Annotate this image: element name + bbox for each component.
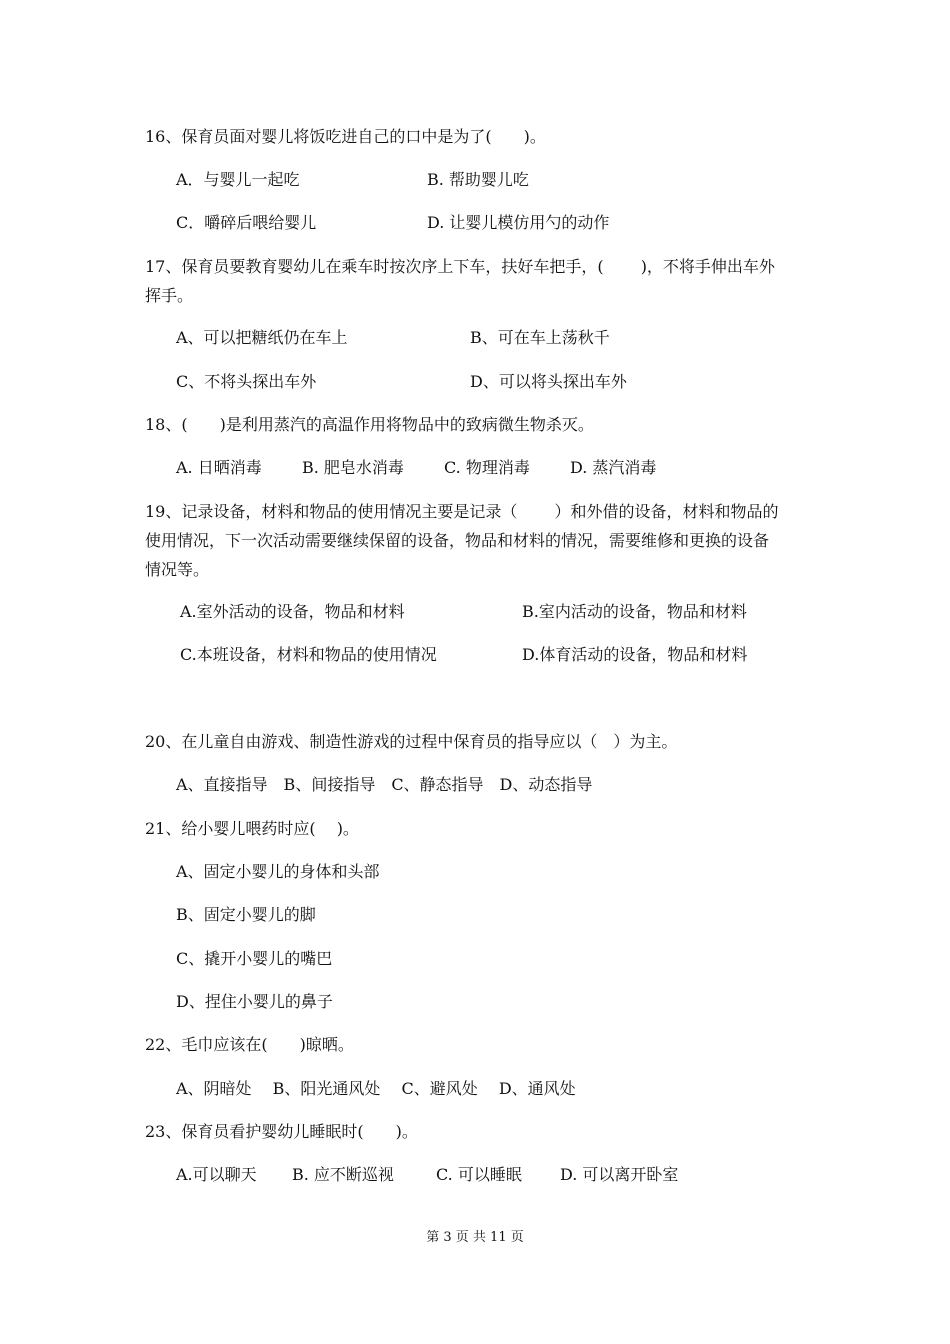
question-21-option-b: B、固定小婴儿的脚 <box>176 905 316 924</box>
question-22-stem: 22、毛巾应该在( )晾晒。 <box>145 1035 354 1054</box>
question-17-option-c: C、不将头探出车外 <box>176 372 317 391</box>
question-18-option-b: B. 肥皂水消毒 <box>302 458 404 477</box>
question-16-option-a: A．与婴儿一起吃 <box>176 170 300 189</box>
question-17-option-a: A、可以把糖纸仍在车上 <box>176 328 348 347</box>
question-19-option-a: A.室外活动的设备，物品和材料 <box>180 602 405 621</box>
question-19-option-c: C.本班设备，材料和物品的使用情况 <box>180 645 437 664</box>
question-20-options: A、直接指导 B、间接指导 C、静态指导 D、动态指导 <box>176 775 593 794</box>
page-footer: 第 3 页 共 11 页 <box>426 1230 524 1245</box>
question-19-option-d: D.体育活动的设备，物品和材料 <box>522 645 748 664</box>
question-22-options: A、阴暗处 B、阳光通风处 C、避风处 D、通风处 <box>176 1079 576 1098</box>
question-19-stem-line-2: 使用情况，下一次活动需要继续保留的设备，物品和材料的情况，需要维修和更换的设备 <box>145 531 770 550</box>
question-19-stem-line-1: 19、记录设备，材料和物品的使用情况主要是记录（ ）和外借的设备，材料和物品的 <box>145 502 779 521</box>
question-18-stem: 18、( )是利用蒸汽的高温作用将物品中的致病微生物杀灭。 <box>145 415 594 434</box>
question-19-stem-line-3: 情况等。 <box>145 560 210 579</box>
question-17-stem-line-2: 挥手。 <box>145 286 194 305</box>
question-16-option-d: D. 让婴儿模仿用勺的动作 <box>427 213 610 232</box>
question-21-stem: 21、给小婴儿喂药时应( )。 <box>145 819 359 838</box>
question-23-stem: 23、保育员看护婴幼儿睡眠时( )。 <box>145 1122 418 1141</box>
question-18-option-d: D. 蒸汽消毒 <box>570 458 657 477</box>
question-19-option-b: B.室内活动的设备，物品和材料 <box>522 602 747 621</box>
question-21-option-c: C、撬开小婴儿的嘴巴 <box>176 949 333 968</box>
question-20-stem: 20、在儿童自由游戏、制造性游戏的过程中保育员的指导应以（ ）为主。 <box>145 732 678 751</box>
question-23-option-d: D. 可以离开卧室 <box>560 1165 679 1184</box>
question-18-option-a: A. 日晒消毒 <box>176 458 262 477</box>
question-23-option-b: B. 应不断巡视 <box>292 1165 394 1184</box>
question-17-option-d: D、可以将头探出车外 <box>470 372 627 391</box>
question-16-stem: 16、保育员面对婴儿将饭吃进自己的口中是为了( )。 <box>145 127 546 146</box>
question-23-option-c: C. 可以睡眠 <box>436 1165 522 1184</box>
question-21-option-d: D、捏住小婴儿的鼻子 <box>176 992 333 1011</box>
question-21-option-a: A、固定小婴儿的身体和头部 <box>176 862 380 881</box>
question-23-option-a: A.可以聊天 <box>176 1165 257 1184</box>
question-18-option-c: C. 物理消毒 <box>444 458 530 477</box>
question-17-stem-line-1: 17、保育员要教育婴幼儿在乘车时按次序上下车，扶好车把手，( )，不将手伸出车外 <box>145 257 775 276</box>
question-17-option-b: B、可在车上荡秋千 <box>470 328 610 347</box>
question-16-option-b: B. 帮助婴儿吃 <box>427 170 529 189</box>
question-16-option-c: C．嚼碎后喂给婴儿 <box>176 213 317 232</box>
